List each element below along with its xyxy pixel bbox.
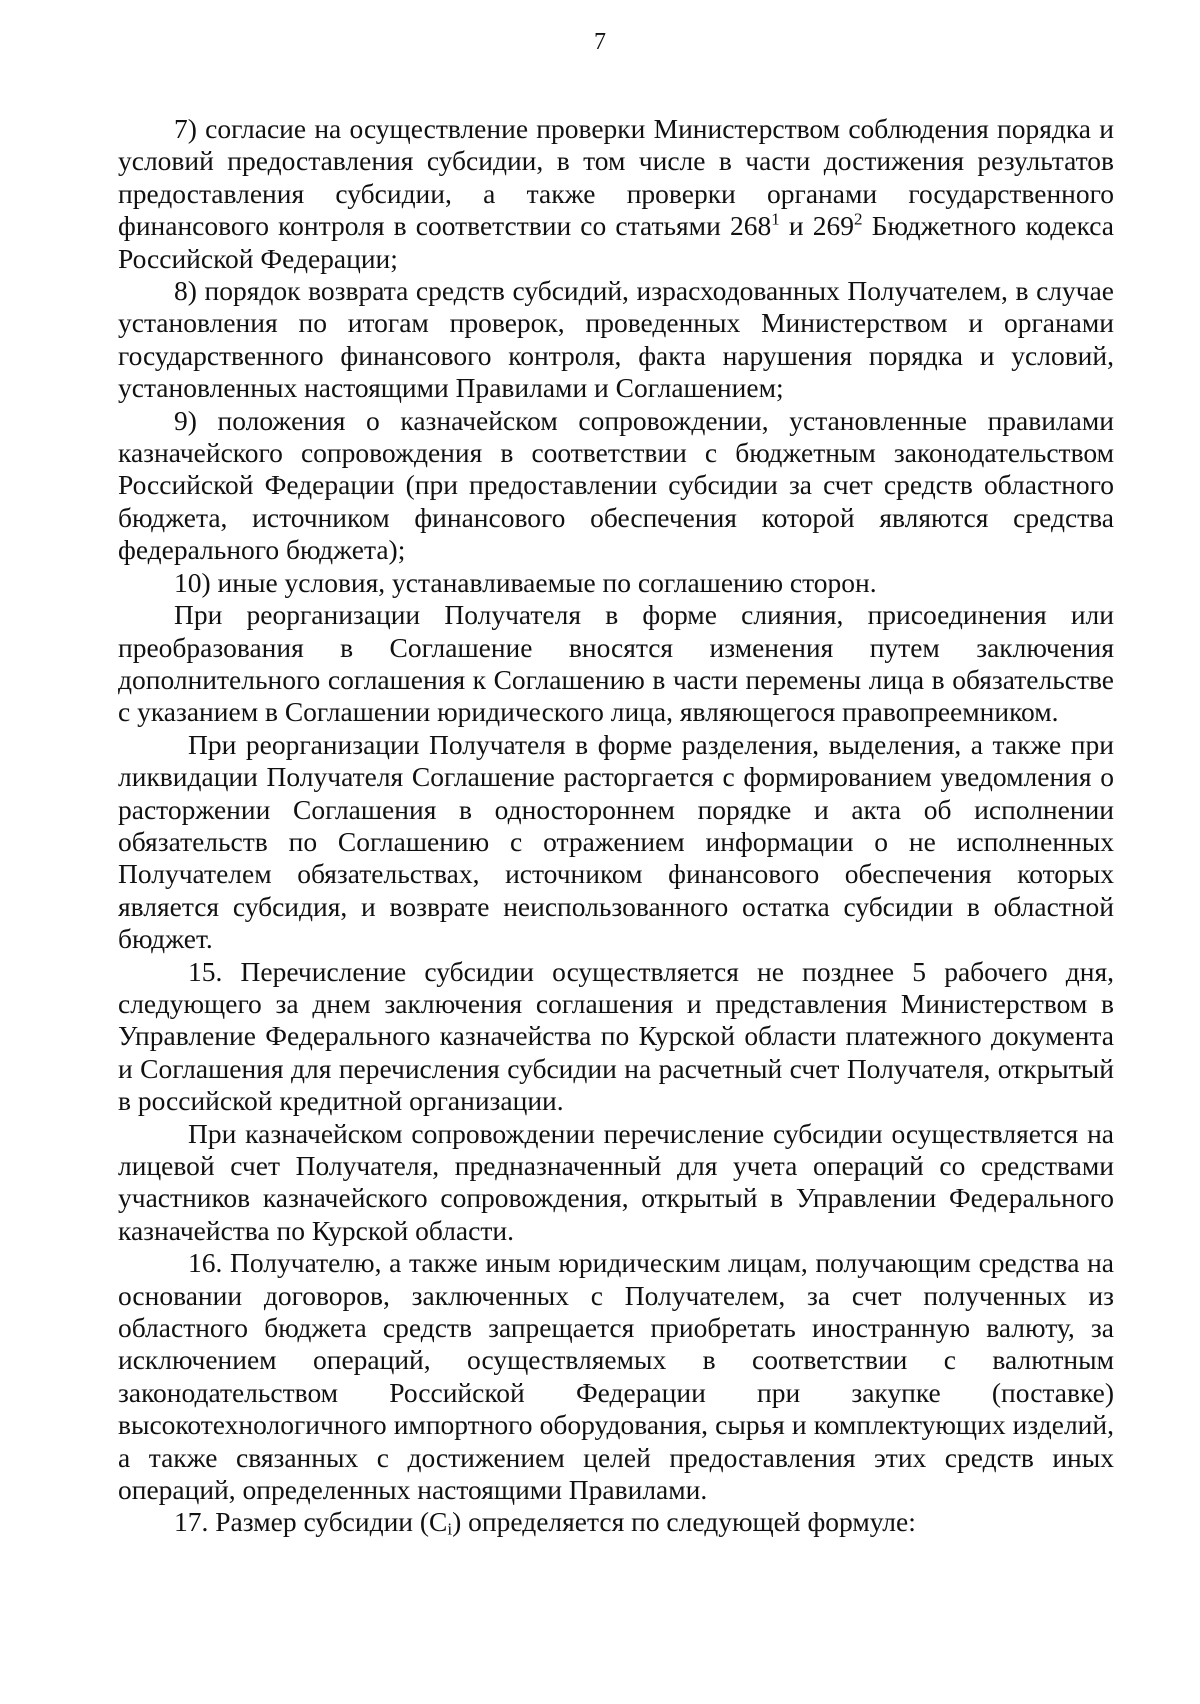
paragraph-text: 17. Размер субсидии (С (174, 1506, 448, 1538)
paragraph-p15-treasury (118, 1118, 1114, 1248)
document-body (118, 113, 1114, 1539)
paragraph-text: и 269 (779, 210, 855, 242)
paragraph-text: 8) порядок возврата средств субсидий, израсходованных Получателем, в случае установления по итогам проверок, проведенных Министерством и органами государственного финансового контроля, факта нарушения порядка и условий, установленных настоящими Правилами и Соглашением; (118, 275, 1114, 404)
paragraph-text: При реорганизации Получателя в форме слияния, присоединения или преобразования в Соглашение вносятся изменения путем заключения дополнительного соглашения к Соглашению в части перемены лица в обязательстве с указанием в Соглашении юридического лица, являющегося правопреемником. (118, 599, 1114, 728)
paragraph-text: 10) иные условия, устанавливаемые по соглашению сторон. (174, 566, 877, 598)
paragraph-text: При реорганизации Получателя в форме разделения, выделения, а также при ликвидации Получателя Соглашение расторгается с формированием уведомления о расторжении Соглашения в одностороннем порядке и акта об исполнении обязательств по Соглашению с отражением информации о не исполненных Получателем обязательствах, источником финансового обеспечения которых является субсидия, и возврате неиспользованного остатка субсидии в областной бюджет. (118, 728, 1114, 955)
paragraph-text: Бюджетного кодекса Российской Федерации; (118, 210, 1114, 274)
page-number: 7 (594, 29, 606, 55)
paragraph-supscript: 1 (771, 209, 780, 229)
paragraph-text: 15. Перечисление субсидии осуществляется не позднее 5 рабочего дня, следующего за днем заключения соглашения и представления Министерством в Управление Федерального казначейства по Курской области платежного документа и Соглашения для перечисления субсидии на расчетный счет Получателя, открытый в российской кредитной организации. (118, 955, 1114, 1117)
paragraph-p7 (118, 113, 1114, 275)
paragraph-text: 16. Получателю, а также иным юридическим лицам, получающим средства на основании договоров, заключенных с Получателем, за счет полученных из областного бюджета средств запрещается приобретать иностранную валюту, за исключением операций, осуществляемых в соответствии с валютным законодательством Российской Федерации при закупке (поставке) высокотехнологичного импортного оборудования, сырья и комплектующих изделий, а также связанных с достижением целей предоставления этих средств иных операций, определенных настоящими Правилами. (118, 1247, 1114, 1506)
paragraph-text: ) определяется по следующей формуле: (452, 1506, 916, 1538)
paragraph-reorg-merge (118, 599, 1114, 729)
paragraph-text: При казначейском сопровождении перечисление субсидии осуществляется на лицевой счет Получателя, предназначенный для учета операций со средствами участников казначейского сопровождения, открытый в Управлении Федерального казначейства по Курской области. (118, 1117, 1114, 1246)
paragraph-p9 (118, 405, 1114, 567)
paragraph-p10 (118, 567, 1114, 599)
paragraph-text: 9) положения о казначейском сопровождении, установленные правилами казначейского сопровождения в соответствии с бюджетным законодательством Российской Федерации (при предоставлении субсидии за счет средств областного бюджета, источником финансового обеспечения которой являются средства федерального бюджета); (118, 404, 1114, 566)
paragraph-subscript: i (447, 1519, 453, 1539)
paragraph-p17 (118, 1506, 1114, 1538)
paragraph-p15 (118, 956, 1114, 1118)
paragraph-supscript: 2 (854, 209, 863, 229)
paragraph-p8 (118, 275, 1114, 405)
paragraph-p16 (118, 1247, 1114, 1506)
paragraph-text: 7) согласие на осуществление проверки Министерством соблюдения порядка и условий предоставления субсидии, в том числе в части достижения результатов предоставления субсидии, а также проверки органами государственного финансового контроля в соответствии со статьями 268 (118, 113, 1114, 242)
paragraph-reorg-split (118, 729, 1114, 956)
